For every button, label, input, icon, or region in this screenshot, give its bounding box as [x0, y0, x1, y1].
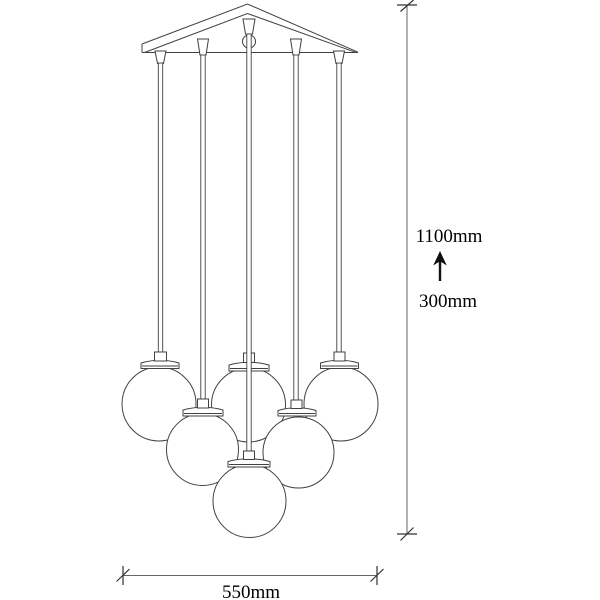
cord-grip-4 [291, 39, 302, 55]
cord-grip-5 [334, 51, 345, 64]
horizontal-dimension [117, 566, 384, 600]
cord-2 [201, 55, 205, 400]
cord-center [247, 34, 251, 452]
label-min-height: 300mm [418, 291, 478, 312]
cord-grip-1 [155, 51, 166, 64]
globe-socket [198, 399, 209, 408]
cord-1 [158, 63, 162, 353]
cord-4 [294, 55, 298, 401]
cord-5 [337, 63, 341, 353]
globe-socket [334, 352, 345, 361]
globe-socket [155, 352, 167, 361]
globe-socket [291, 400, 302, 409]
globe-socket [244, 451, 255, 460]
globe-collar [183, 407, 223, 416]
cord-grip-2 [198, 39, 209, 55]
label-total-height: 1100mm [415, 226, 483, 247]
vertical-dimension [397, 0, 483, 541]
cord-grip-center [243, 19, 255, 34]
arrow-up-icon [433, 251, 447, 281]
globe-sphere [213, 465, 286, 538]
label-width: 550mm [221, 582, 281, 600]
